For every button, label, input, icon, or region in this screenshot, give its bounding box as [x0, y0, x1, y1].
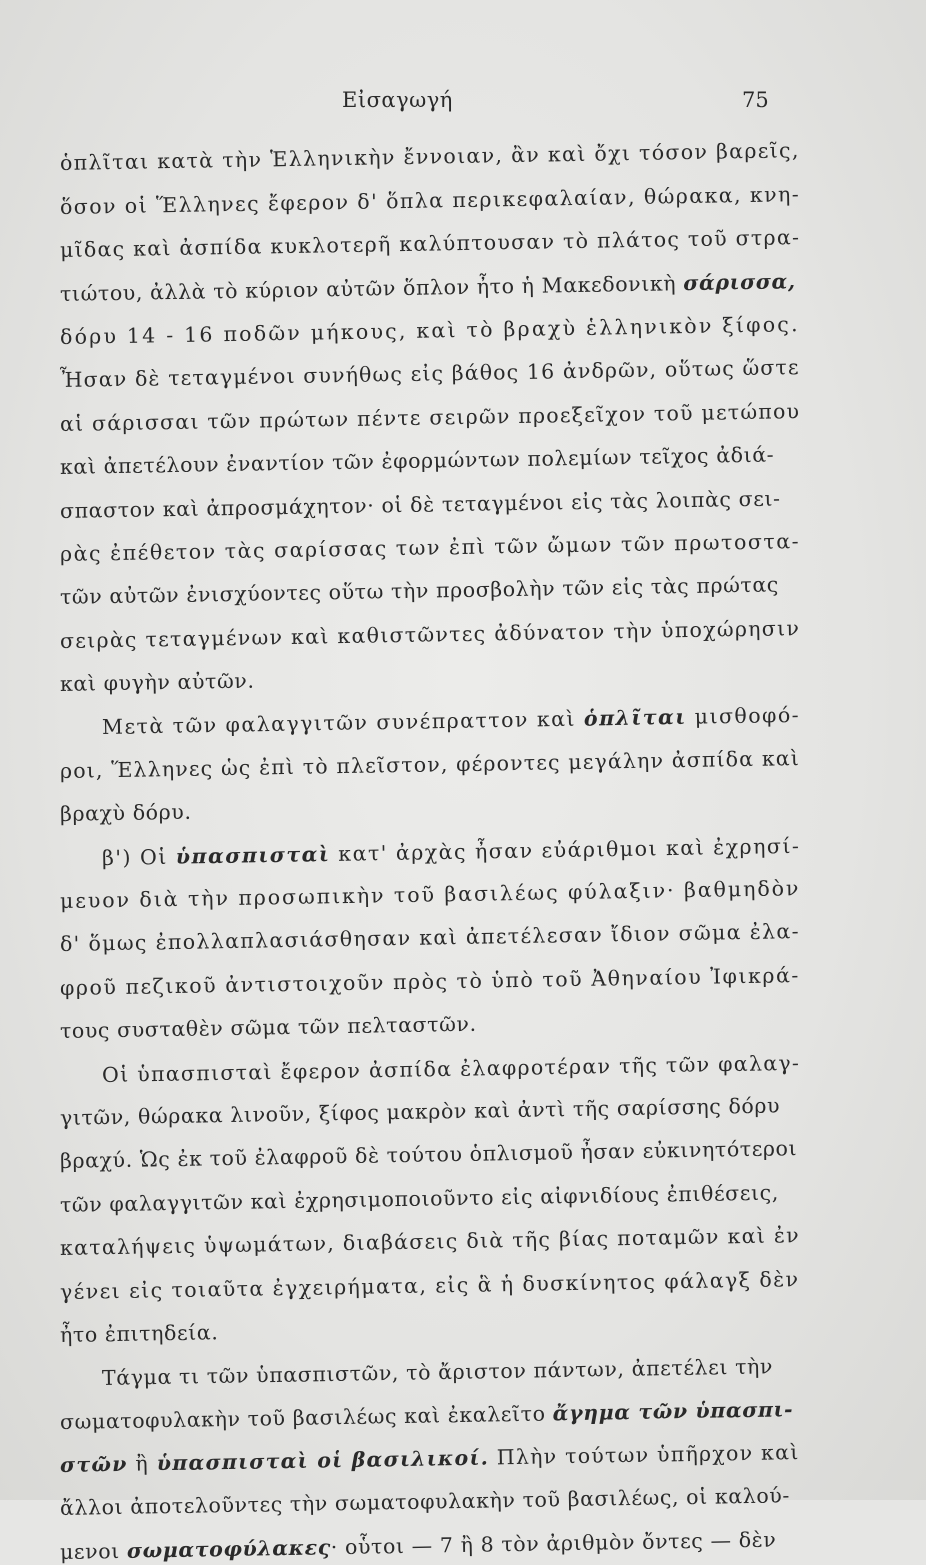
text-segment: ρὰς ἐπέθετον τὰς σαρίσσας των ἐπὶ τῶν ὤμων τῶν πρωτοστα-: [59, 529, 801, 566]
text-line: [60, 181, 801, 220]
text-segment: τῶν αὐτῶν ἐνισχύοντες οὕτω τὴν προσβολὴν τῶν εἰς τὰς πρώτας: [59, 572, 780, 609]
text-line: [60, 875, 801, 914]
text-segment: φροῦ πεζικοῦ ἀντιστοιχοῦν πρὸς τὸ ὑπὸ τοῦ Ἀθηναίου Ἰφικρά-: [59, 963, 801, 1000]
text-segment: σωματοφυλακὴν τοῦ βασιλέως καὶ ἐκαλεῖτο: [59, 1401, 553, 1434]
text-segment: μῖδας καὶ ἀσπίδα κυκλοτερῆ καλύπτουσαν τὸ πλάτος τοῦ στρα-: [59, 225, 801, 262]
text-line: [102, 1353, 773, 1391]
text-segment: μισθοφό-: [686, 702, 801, 729]
text-segment: ὁπλῖται κατὰ τὴν Ἑλληνικὴν ἔννοιαν, ἂν καὶ ὄχι τόσον βαρεῖς,: [59, 138, 800, 175]
text-segment: τιώτου, ἀλλὰ τὸ κύριον αὐτῶν ὅπλον ἦτο ἡ Μακεδονικὴ: [59, 271, 684, 306]
emphasized-term: ὑπασπισταὶ: [175, 842, 331, 869]
text-segment: καὶ ἀπετέλουν ἐναντίον τῶν ἐφορμώντων πολεμίων τεῖχος ἀδιά-: [59, 442, 775, 479]
text-line: [60, 1135, 798, 1174]
text-segment: β') Οἱ: [101, 844, 176, 870]
text-line: [60, 398, 801, 437]
emphasized-term: σωματοφύλακες: [126, 1535, 331, 1563]
text-segment: Πλὴν τούτων ὑπῆρχον καὶ: [488, 1440, 800, 1470]
text-segment: αἱ σάρισσαι τῶν πρώτων πέντε σειρῶν προεξεῖχον τοῦ μετώπου: [59, 399, 801, 436]
text-segment: ἢ: [127, 1451, 157, 1476]
text-line: [60, 442, 775, 480]
text-line: [60, 918, 800, 957]
text-line: [60, 615, 801, 654]
text-line: [60, 1011, 477, 1044]
emphasized-term: ὁπλῖται: [583, 704, 687, 731]
text-segment: καὶ φυγὴν αὐτῶν.: [59, 668, 255, 696]
text-segment: σειρὰς τεταγμένων καὶ καθιστῶντες ἀδύνατον τὴν ὑποχώρησιν: [59, 616, 801, 653]
text-line: [60, 1439, 800, 1478]
text-segment: δ' ὅμως ἐπολλαπλασιάσθησαν καὶ ἀπετέλεσαν ἴδιον σῶμα ἐλα-: [59, 919, 801, 956]
emphasized-term: στῶν: [59, 1451, 128, 1477]
text-segment: · οὗτοι — 7 ἢ 8 τὸν ἀριθμὸν ὄντες — δὲν: [330, 1527, 777, 1560]
text-line: [60, 1526, 777, 1564]
text-line: [102, 702, 801, 740]
text-segment: τους συσταθὲν σῶμα τῶν πελταστῶν.: [59, 1011, 477, 1043]
text-line: [60, 1092, 781, 1131]
emphasized-term: ὑπασπισταὶ οἱ βασιλικοί.: [156, 1445, 490, 1476]
text-line: [60, 1396, 794, 1435]
text-segment: Ἦσαν δὲ τεταγμένοι συνήθως εἰς βάθος 16 ἀνδρῶν, οὕτως ὥστε: [59, 355, 800, 392]
text-segment: ἄλλοι ἀποτελοῦντες τὴν σωματοφυλακὴν τοῦ βασιλέως, οἱ καλού-: [59, 1483, 791, 1520]
text-line: [60, 1179, 779, 1218]
emphasized-term: ἄγημα τῶν ὑπασπι-: [552, 1397, 794, 1426]
text-line: [60, 485, 781, 524]
text-line: [60, 311, 800, 350]
emphasized-term: σάρισσα,: [683, 269, 796, 296]
text-line: [60, 354, 800, 393]
text-line: [60, 1266, 800, 1305]
text-segment: γιτῶν, θώρακα λινοῦν, ξίφος μακρὸν καὶ ἀντὶ τῆς σαρίσσης δόρυ: [59, 1093, 781, 1130]
page-number: 75: [742, 88, 769, 112]
text-segment: ἦτο ἐπιτηδεία.: [59, 1320, 219, 1347]
text-line: [102, 1050, 801, 1088]
text-line: [102, 833, 801, 871]
text-segment: ὅσον οἱ Ἕλληνες ἔφερον δ' ὅπλα περικεφαλαίαν, θώρακα, κνη-: [59, 182, 801, 219]
text-line: [60, 137, 800, 176]
text-segment: Οἱ ὑπασπισταὶ ἔφερον ἀσπίδα ἐλαφροτέραν τῆς τῶν φαλαγ-: [101, 1050, 801, 1087]
text-line: [60, 1222, 800, 1261]
text-line: [60, 268, 796, 307]
text-segment: μευον διὰ τὴν προσωπικὴν τοῦ βασιλέως φύλαξιν· βαθμηδὸν: [59, 876, 801, 913]
running-title: Εἰσαγωγή: [342, 88, 453, 112]
text-segment: σπαστον καὶ ἀπροσμάχητον· οἱ δὲ τεταγμένοι εἰς τὰς λοιπὰς σει-: [59, 486, 781, 523]
text-segment: γένει εἰς τοιαῦτα ἐγχειρήματα, εἰς ἃ ἡ δυσκίνητος φάλαγξ δὲν: [59, 1267, 800, 1304]
text-segment: καταλήψεις ὑψωμάτων, διαβάσεις διὰ τῆς βίας ποταμῶν καὶ ἐν: [59, 1223, 801, 1260]
text-line: [60, 962, 800, 1001]
text-line: [60, 668, 255, 697]
text-segment: μενοι: [59, 1538, 128, 1564]
text-segment: δόρυ 14 - 16 ποδῶν μήκους, καὶ τὸ βραχὺ ἑλληνικὸν ξίφος.: [59, 312, 800, 349]
text-line: [60, 571, 779, 610]
text-line: [60, 745, 800, 784]
text-segment: Τάγμα τι τῶν ὑπασπιστῶν, τὸ ἄριστον πάντων, ἀπετέλει τὴν: [101, 1354, 774, 1390]
text-segment: τῶν φαλαγγιτῶν καὶ ἐχρησιμοποιοῦντο εἰς αἰφνιδίους ἐπιθέσεις,: [59, 1180, 780, 1217]
text-line: [60, 1482, 790, 1521]
text-line: [60, 224, 801, 263]
text-segment: Μετὰ τῶν φαλαγγιτῶν συνέπραττον καὶ: [101, 706, 585, 739]
text-segment: βραχύ. Ὡς ἐκ τοῦ ἐλαφροῦ δὲ τούτου ὁπλισμοῦ ἦσαν εὐκινητότεροι: [59, 1136, 798, 1173]
text-line: [60, 799, 192, 827]
text-segment: βραχὺ δόρυ.: [59, 799, 192, 826]
text-line: [60, 1319, 219, 1348]
text-segment: κατ' ἀρχὰς ἦσαν εὐάριθμοι καὶ ἐχρησί-: [330, 833, 801, 867]
text-segment: ροι, Ἕλληνες ὡς ἐπὶ τὸ πλεῖστον, φέροντες μεγάλην ἀσπίδα καὶ: [59, 746, 801, 783]
text-line: [60, 528, 801, 567]
